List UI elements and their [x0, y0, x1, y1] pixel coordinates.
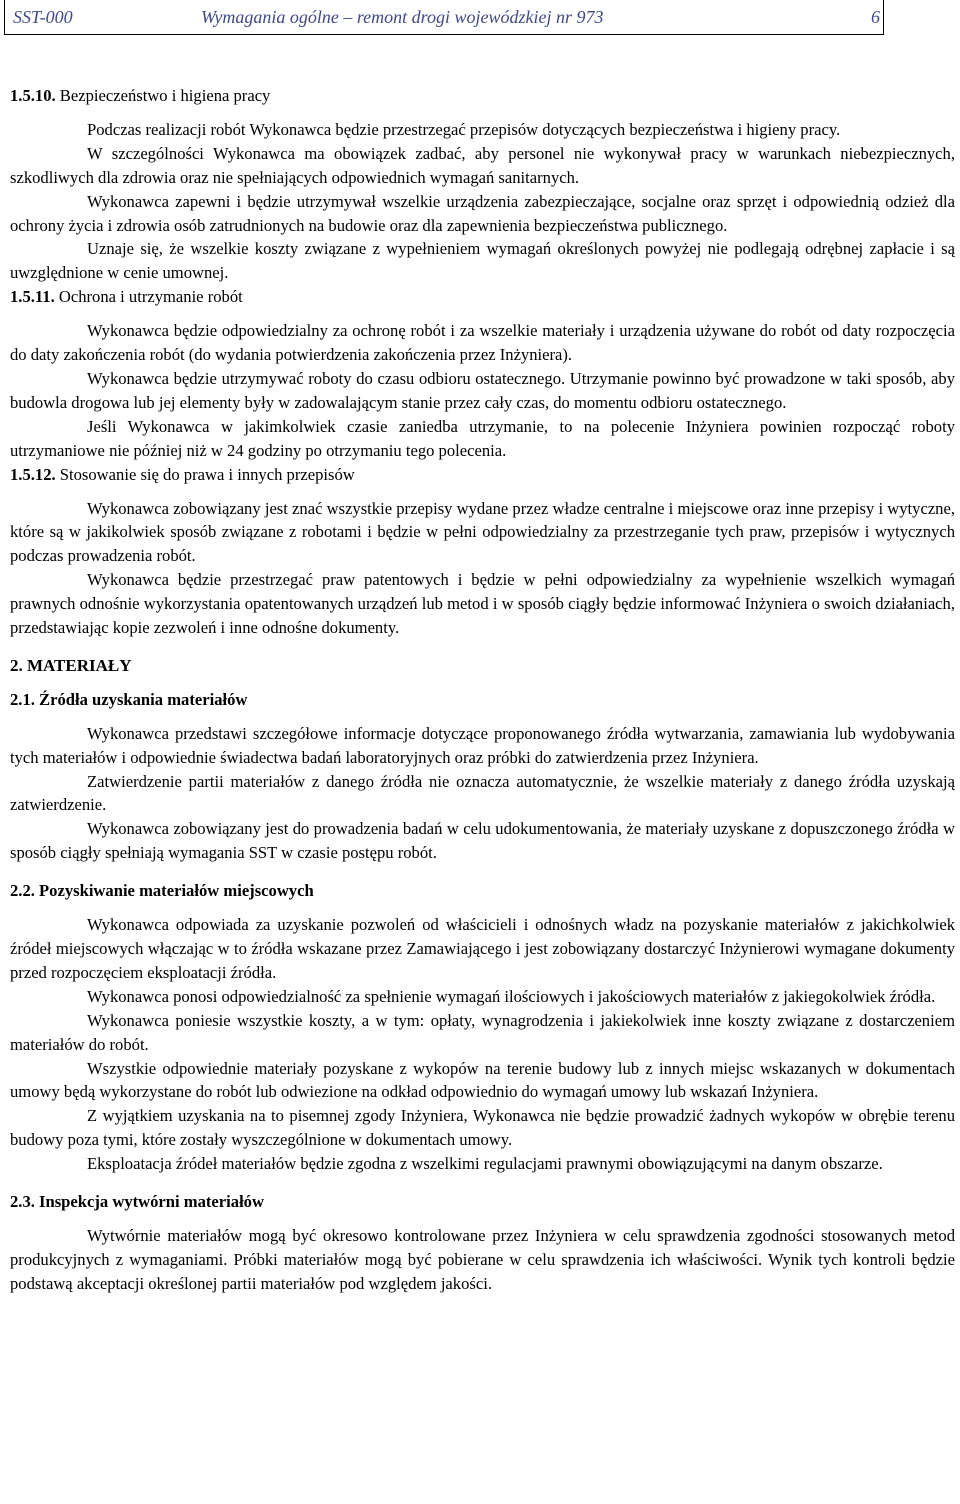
- document-title: Wymagania ogólne – remont drogi wojewódzkiej nr 973: [201, 6, 604, 27]
- paragraph: Wykonawca ponosi odpowiedzialność za spełnienie wymagań ilościowych i jakościowych materiałów z jakiegokolwiek źródła.: [87, 986, 936, 1006]
- page-header: [4, 0, 884, 35]
- section-title: Stosowanie się do prawa i innych przepisów: [59, 464, 355, 484]
- paragraph: Wszystkie odpowiednie materiały pozyskane z wykopów na terenie budowy lub z innych miejsc wskazanych w dokumentach umowy będą wykorzystane do robót lub odwiezione na odkład odpowiednio do wymagań umowy lub wskazań Inżyniera.: [10, 1058, 955, 1102]
- section-heading-1-5-11: [10, 285, 955, 309]
- paragraph: Wykonawca będzie przestrzegać praw patentowych i będzie w pełni odpowiedzialny za wypełnienie wszelkich wymagań prawnych odnośnie wykorzystania opatentowanych urządzeń lub metod i w sposób ciągły będzie informować Inżyniera o swoich działaniach, przedstawiając kopie zezwoleń i inne odnośne dokumenty.: [10, 570, 955, 638]
- paragraph: Wykonawca zobowiązany jest znać wszystkie przepisy wydane przez władze centralne i miejscowe oraz inne przepisy i wytyczne, które są w jakikolwiek sposób związane z robotami i będzie w pełni odpowiedzialny za przestrzeganie tych praw, przepisów i wytycznych podczas prowadzenia robót.: [10, 498, 955, 566]
- paragraph: Wykonawca zapewni i będzie utrzymywał wszelkie urządzenia zabezpieczające, socjalne oraz sprzęt i odpowiednią odzież dla ochrony życia i zdrowia osób zatrudnionych na budowie oraz dla zapewnienia bezpieczeństwa publicznego.: [10, 191, 955, 235]
- paragraph: Wykonawca będzie utrzymywać roboty do czasu odbioru ostatecznego. Utrzymanie powinno być prowadzone w taki sposób, aby budowla drogowa lub jej elementy były w zadowalającym stanie przez cały czas, do momentu odbioru ostatecznego.: [10, 368, 955, 412]
- paragraph: Zatwierdzenie partii materiałów z danego źródła nie oznacza automatycznie, że wszelkie materiały z danego źródła uzyskają zatwierdzenie.: [10, 771, 955, 815]
- section-heading-2-2: 2.2. Pozyskiwanie materiałów miejscowych: [10, 881, 314, 901]
- document-code: SST-000: [13, 6, 73, 27]
- section-heading-1-5-10: [10, 84, 955, 108]
- paragraph: W szczególności Wykonawca ma obowiązek zadbać, aby personel nie wykonywał pracy w warunkach niebezpiecznych, szkodliwych dla zdrowia oraz nie spełniających odpowiednich wymagań sanitarnych.: [10, 143, 955, 187]
- page-number: 6: [871, 6, 880, 27]
- chapter-heading-materials: 2. MATERIAŁY: [10, 655, 132, 675]
- section-number: 1.5.12.: [10, 464, 56, 484]
- section-number: 1.5.11.: [10, 287, 55, 307]
- paragraph: Wykonawca zobowiązany jest do prowadzenia badań w celu udokumentowania, że materiały uzyskane z dopuszczonego źródła w sposób ciągły spełniają wymagania SST w czasie postępu robót.: [10, 819, 955, 863]
- paragraph: Jeśli Wykonawca w jakimkolwiek czasie zaniedba utrzymanie, to na polecenie Inżyniera powinien rozpocząć roboty utrzymaniowe nie później niż w 24 godziny po otrzymaniu tego polecenia.: [10, 416, 955, 460]
- paragraph: Podczas realizacji robót Wykonawca będzie przestrzegać przepisów dotyczących bezpieczeństwa i higieny pracy.: [87, 119, 841, 139]
- paragraph: Wytwórnie materiałów mogą być okresowo kontrolowane przez Inżyniera w celu sprawdzenia zgodności stosowanych metod produkcyjnych z wymaganiami. Próbki materiałów mogą być pobierane w celu sprawdzenia ich właściwości. Wynik tych kontroli będzie podstawą akceptacji określonej partii materiałów pod względem jakości.: [10, 1225, 955, 1293]
- paragraph: Wykonawca odpowiada za uzyskanie pozwoleń od właścicieli i odnośnych władz na pozyskanie materiałów z jakichkolwiek źródeł miejscowych włączając w to źródła wskazane przez Zamawiającego i jest zobowiązany dostarczyć Inżynierowi wymagane dokumenty przed rozpoczęciem eksploatacji źródła.: [10, 915, 955, 982]
- paragraph: Wykonawca będzie odpowiedzialny za ochronę robót i za wszelkie materiały i urządzenia używane do robót od daty rozpoczęcia do daty zakończenia robót (do wydania potwierdzenia zakończenia przez Inżyniera).: [10, 321, 955, 365]
- section-heading-1-5-12: [10, 463, 955, 487]
- document-body: [10, 84, 955, 1296]
- paragraph: Wykonawca przedstawi szczegółowe informacje dotyczące proponowanego źródła wytwarzania, zamawiania lub wydobywania tych materiałów i odpowiednie świadectwa badań laboratoryjnych oraz próbki do zatwierdzenia przez Inżyniera.: [10, 723, 955, 767]
- paragraph: Uznaje się, że wszelkie koszty związane z wypełnieniem wymagań określonych powyżej nie podlegają odrębnej zapłacie i są uwzględnione w cenie umownej.: [10, 239, 955, 283]
- section-heading-2-1: 2.1. Źródła uzyskania materiałów: [10, 689, 248, 709]
- section-heading-2-3: 2.3. Inspekcja wytwórni materiałów: [10, 1192, 264, 1212]
- paragraph: Z wyjątkiem uzyskania na to pisemnej zgody Inżyniera, Wykonawca nie będzie prowadzić żadnych wykopów w obrębie terenu budowy poza tymi, które zostały wyszczególnione w dokumentach umowy.: [10, 1106, 955, 1150]
- section-title: Bezpieczeństwo i higiena pracy: [59, 86, 271, 105]
- section-number: 1.5.10.: [10, 86, 56, 105]
- paragraph: Eksploatacja źródeł materiałów będzie zgodna z wszelkimi regulacjami prawnymi obowiązującymi na danym obszarze.: [87, 1154, 883, 1174]
- paragraph: Wykonawca poniesie wszystkie koszty, a w tym: opłaty, wynagrodzenia i jakiekolwiek inne koszty związane z dostarczeniem materiałów do robót.: [10, 1010, 955, 1054]
- section-title: Ochrona i utrzymanie robót: [58, 287, 243, 307]
